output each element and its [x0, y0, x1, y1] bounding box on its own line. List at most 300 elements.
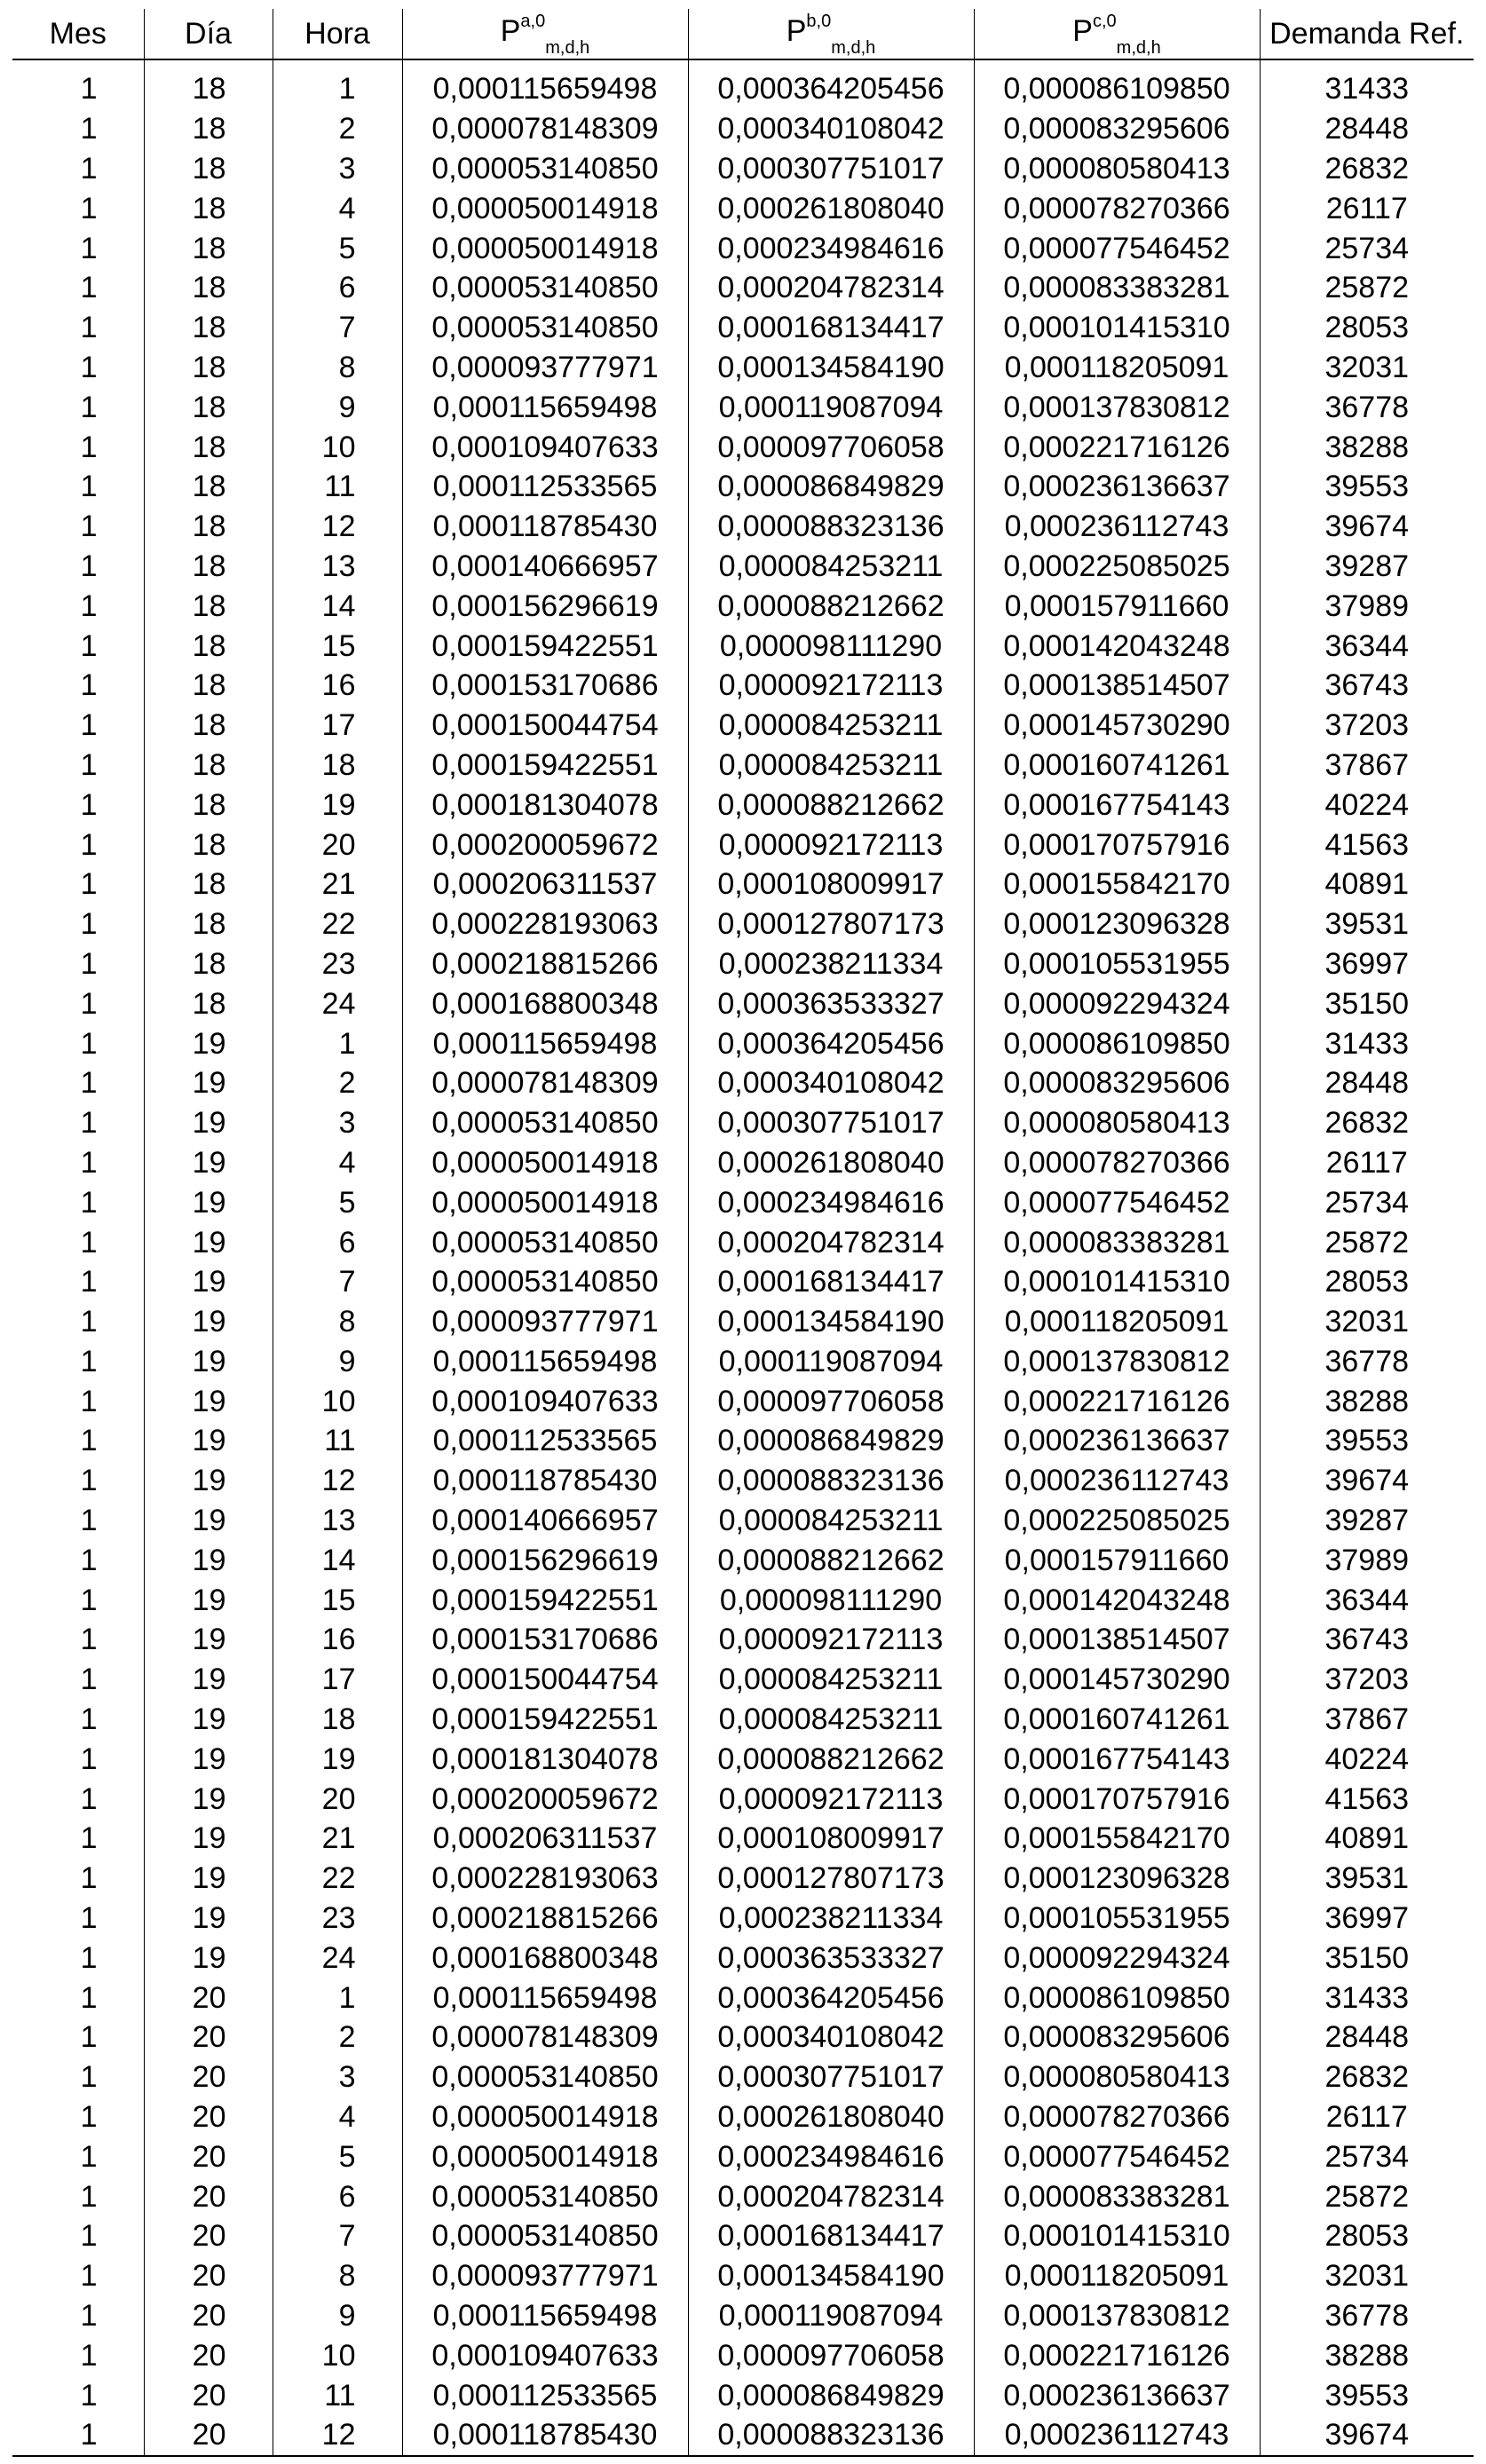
cell-dia: 19: [144, 1063, 273, 1103]
cell-hora: 24: [273, 983, 402, 1023]
cell-p-a: 0,000228193063: [402, 904, 688, 944]
table-row: [12, 865, 1474, 904]
cell-p-a: 0,000053140850: [402, 2057, 688, 2097]
cell-demanda: 31433: [1260, 59, 1474, 109]
cell-mes: 1: [12, 1501, 144, 1541]
table-row: [12, 1182, 1474, 1222]
cell-hora: 6: [273, 1222, 402, 1262]
cell-demanda: 39674: [1260, 1461, 1474, 1501]
table-row: [12, 1660, 1474, 1700]
cell-mes: 1: [12, 507, 144, 547]
cell-p-a: 0,000053140850: [402, 308, 688, 348]
cell-hora: 23: [273, 944, 402, 984]
cell-demanda: 26117: [1260, 2097, 1474, 2137]
cell-mes: 1: [12, 2375, 144, 2415]
cell-p-b: 0,000134584190: [688, 348, 974, 388]
cell-p-c: 0,000123096328: [974, 904, 1260, 944]
cell-p-b: 0,000119087094: [688, 1342, 974, 1382]
cell-p-b: 0,000097706058: [688, 427, 974, 467]
cell-p-b: 0,000168134417: [688, 1262, 974, 1302]
cell-demanda: 38288: [1260, 427, 1474, 467]
table-row: [12, 2097, 1474, 2137]
cell-demanda: 31433: [1260, 1978, 1474, 2018]
cell-p-c: 0,000118205091: [974, 1302, 1260, 1342]
cell-demanda: 39553: [1260, 2375, 1474, 2415]
cell-demanda: 25734: [1260, 228, 1474, 268]
cell-mes: 1: [12, 1063, 144, 1103]
cell-demanda: 25872: [1260, 2176, 1474, 2216]
header-p-a-sup: a,0: [520, 11, 546, 31]
cell-p-c: 0,000138514507: [974, 666, 1260, 706]
table-row: [12, 785, 1474, 825]
cell-p-b: 0,000234984616: [688, 2136, 974, 2176]
cell-demanda: 37989: [1260, 586, 1474, 626]
table-row: [12, 1540, 1474, 1580]
cell-p-c: 0,000086109850: [974, 59, 1260, 109]
table-row: [12, 507, 1474, 547]
table-row: [12, 706, 1474, 746]
cell-p-b: 0,000261808040: [688, 1143, 974, 1183]
table-row: [12, 1620, 1474, 1660]
cell-demanda: 36778: [1260, 387, 1474, 427]
table-row: [12, 1938, 1474, 1978]
cell-mes: 1: [12, 2097, 144, 2137]
cell-p-b: 0,000088212662: [688, 586, 974, 626]
cell-mes: 1: [12, 1381, 144, 1421]
cell-dia: 18: [144, 983, 273, 1023]
cell-demanda: 40891: [1260, 1819, 1474, 1859]
cell-p-c: 0,000167754143: [974, 1739, 1260, 1779]
cell-p-c: 0,000236136637: [974, 2375, 1260, 2415]
cell-demanda: 40224: [1260, 785, 1474, 825]
header-p-c-base: P: [1072, 14, 1093, 49]
cell-dia: 19: [144, 1302, 273, 1342]
table-row: [12, 2018, 1474, 2057]
cell-dia: 19: [144, 1739, 273, 1779]
cell-p-b: 0,000363533327: [688, 1938, 974, 1978]
cell-p-a: 0,000115659498: [402, 1023, 688, 1063]
table-row: [12, 1103, 1474, 1143]
cell-p-a: 0,000112533565: [402, 1421, 688, 1461]
header-p-b-sub: m,d,h: [831, 37, 876, 58]
cell-hora: 4: [273, 2097, 402, 2137]
cell-mes: 1: [12, 1342, 144, 1382]
cell-dia: 20: [144, 2018, 273, 2057]
cell-mes: 1: [12, 2335, 144, 2375]
cell-mes: 1: [12, 1302, 144, 1342]
cell-mes: 1: [12, 2415, 144, 2456]
cell-demanda: 39553: [1260, 1421, 1474, 1461]
cell-dia: 18: [144, 507, 273, 547]
cell-hora: 2: [273, 2018, 402, 2057]
cell-demanda: 28053: [1260, 2216, 1474, 2256]
cell-dia: 18: [144, 825, 273, 865]
cell-demanda: 39674: [1260, 2415, 1474, 2456]
cell-demanda: 40891: [1260, 865, 1474, 904]
cell-p-a: 0,000181304078: [402, 1739, 688, 1779]
cell-p-b: 0,000088212662: [688, 785, 974, 825]
table-row: [12, 109, 1474, 149]
cell-p-a: 0,000050014918: [402, 188, 688, 228]
cell-p-b: 0,000127807173: [688, 904, 974, 944]
cell-hora: 8: [273, 2256, 402, 2296]
cell-p-a: 0,000159422551: [402, 1700, 688, 1740]
cell-mes: 1: [12, 1461, 144, 1501]
cell-hora: 10: [273, 2335, 402, 2375]
cell-hora: 2: [273, 109, 402, 149]
cell-p-a: 0,000053140850: [402, 2216, 688, 2256]
table-row: [12, 1342, 1474, 1382]
cell-mes: 1: [12, 1978, 144, 2018]
cell-dia: 19: [144, 1103, 273, 1143]
cell-dia: 19: [144, 1342, 273, 1382]
cell-p-c: 0,000157911660: [974, 1540, 1260, 1580]
cell-mes: 1: [12, 268, 144, 308]
cell-hora: 10: [273, 427, 402, 467]
cell-p-a: 0,000109407633: [402, 1381, 688, 1421]
cell-p-c: 0,000170757916: [974, 1779, 1260, 1819]
cell-p-b: 0,000092172113: [688, 1620, 974, 1660]
cell-dia: 20: [144, 2097, 273, 2137]
cell-hora: 7: [273, 308, 402, 348]
cell-p-a: 0,000156296619: [402, 1540, 688, 1580]
cell-dia: 18: [144, 785, 273, 825]
cell-p-a: 0,000153170686: [402, 666, 688, 706]
cell-dia: 18: [144, 348, 273, 388]
table-row: [12, 149, 1474, 189]
cell-p-b: 0,000084253211: [688, 1501, 974, 1541]
cell-p-c: 0,000083295606: [974, 1063, 1260, 1103]
cell-p-b: 0,000084253211: [688, 1660, 974, 1700]
cell-p-b: 0,000340108042: [688, 1063, 974, 1103]
cell-p-a: 0,000050014918: [402, 1182, 688, 1222]
cell-mes: 1: [12, 1182, 144, 1222]
cell-p-b: 0,000234984616: [688, 1182, 974, 1222]
cell-mes: 1: [12, 1023, 144, 1063]
cell-p-c: 0,000236136637: [974, 467, 1260, 507]
cell-p-a: 0,000159422551: [402, 626, 688, 666]
cell-p-c: 0,000080580413: [974, 2057, 1260, 2097]
cell-p-c: 0,000083383281: [974, 268, 1260, 308]
cell-dia: 19: [144, 1660, 273, 1700]
cell-p-c: 0,000118205091: [974, 2256, 1260, 2296]
cell-p-c: 0,000167754143: [974, 785, 1260, 825]
cell-mes: 1: [12, 1859, 144, 1899]
table-row: [12, 1580, 1474, 1620]
cell-dia: 20: [144, 2136, 273, 2176]
cell-p-b: 0,000108009917: [688, 1819, 974, 1859]
cell-p-c: 0,000092294324: [974, 983, 1260, 1023]
table-row: [12, 944, 1474, 984]
cell-hora: 12: [273, 507, 402, 547]
cell-p-c: 0,000083295606: [974, 2018, 1260, 2057]
cell-demanda: 36743: [1260, 1620, 1474, 1660]
cell-p-c: 0,000105531955: [974, 1899, 1260, 1939]
cell-p-a: 0,000218815266: [402, 1899, 688, 1939]
header-p-b: [688, 9, 974, 59]
cell-demanda: 32031: [1260, 348, 1474, 388]
cell-p-a: 0,000115659498: [402, 59, 688, 109]
cell-mes: 1: [12, 1580, 144, 1620]
cell-p-a: 0,000153170686: [402, 1620, 688, 1660]
table-row: [12, 1143, 1474, 1183]
table-row: [12, 228, 1474, 268]
cell-p-a: 0,000078148309: [402, 109, 688, 149]
cell-p-c: 0,000101415310: [974, 308, 1260, 348]
cell-dia: 18: [144, 228, 273, 268]
header-mes: Mes: [12, 9, 144, 59]
cell-hora: 7: [273, 2216, 402, 2256]
cell-dia: 19: [144, 1381, 273, 1421]
cell-dia: 19: [144, 1859, 273, 1899]
cell-dia: 18: [144, 268, 273, 308]
cell-p-c: 0,000138514507: [974, 1620, 1260, 1660]
header-p-c-sup: c,0: [1092, 11, 1117, 31]
cell-hora: 5: [273, 228, 402, 268]
table-row: [12, 2176, 1474, 2216]
cell-p-b: 0,000088212662: [688, 1540, 974, 1580]
table-row: [12, 1899, 1474, 1939]
cell-hora: 3: [273, 149, 402, 189]
cell-mes: 1: [12, 2216, 144, 2256]
cell-mes: 1: [12, 59, 144, 109]
cell-hora: 6: [273, 2176, 402, 2216]
cell-hora: 9: [273, 1342, 402, 1382]
cell-demanda: 28448: [1260, 1063, 1474, 1103]
cell-demanda: 39674: [1260, 507, 1474, 547]
cell-p-b: 0,000134584190: [688, 2256, 974, 2296]
cell-mes: 1: [12, 1103, 144, 1143]
table-row: [12, 746, 1474, 786]
cell-p-a: 0,000159422551: [402, 1580, 688, 1620]
header-p-b-base: P: [786, 14, 807, 49]
cell-dia: 20: [144, 2057, 273, 2097]
cell-demanda: 36743: [1260, 666, 1474, 706]
cell-p-b: 0,000364205456: [688, 1023, 974, 1063]
cell-p-a: 0,000093777971: [402, 348, 688, 388]
cell-demanda: 39531: [1260, 1859, 1474, 1899]
cell-p-a: 0,000109407633: [402, 427, 688, 467]
cell-p-c: 0,000105531955: [974, 944, 1260, 984]
cell-p-b: 0,000119087094: [688, 387, 974, 427]
cell-p-b: 0,000084253211: [688, 547, 974, 587]
cell-p-a: 0,000050014918: [402, 2136, 688, 2176]
cell-p-b: 0,000340108042: [688, 2018, 974, 2057]
cell-demanda: 40224: [1260, 1739, 1474, 1779]
cell-demanda: 38288: [1260, 2335, 1474, 2375]
header-p-a: [402, 9, 688, 59]
cell-mes: 1: [12, 1779, 144, 1819]
cell-hora: 16: [273, 666, 402, 706]
cell-p-a: 0,000118785430: [402, 1461, 688, 1501]
cell-p-c: 0,000077546452: [974, 228, 1260, 268]
cell-p-c: 0,000077546452: [974, 2136, 1260, 2176]
table-row: [12, 1739, 1474, 1779]
table-row: [12, 2136, 1474, 2176]
cell-p-a: 0,000206311537: [402, 1819, 688, 1859]
cell-p-a: 0,000050014918: [402, 228, 688, 268]
cell-hora: 16: [273, 1620, 402, 1660]
cell-p-b: 0,000098111290: [688, 626, 974, 666]
cell-hora: 18: [273, 1700, 402, 1740]
cell-p-a: 0,000053140850: [402, 149, 688, 189]
cell-p-c: 0,000142043248: [974, 626, 1260, 666]
cell-demanda: 28448: [1260, 109, 1474, 149]
cell-demanda: 37867: [1260, 746, 1474, 786]
cell-demanda: 41563: [1260, 1779, 1474, 1819]
cell-demanda: 26832: [1260, 2057, 1474, 2097]
table-row: [12, 2335, 1474, 2375]
cell-p-a: 0,000150044754: [402, 1660, 688, 1700]
cell-mes: 1: [12, 547, 144, 587]
cell-hora: 5: [273, 2136, 402, 2176]
cell-mes: 1: [12, 944, 144, 984]
header-demanda: Demanda Ref.: [1260, 9, 1474, 59]
table-row: [12, 1023, 1474, 1063]
cell-p-a: 0,000159422551: [402, 746, 688, 786]
cell-demanda: 25872: [1260, 1222, 1474, 1262]
cell-p-a: 0,000200059672: [402, 825, 688, 865]
cell-mes: 1: [12, 427, 144, 467]
cell-p-b: 0,000119087094: [688, 2296, 974, 2336]
cell-demanda: 36997: [1260, 944, 1474, 984]
cell-p-c: 0,000137830812: [974, 1342, 1260, 1382]
table-row: [12, 268, 1474, 308]
cell-p-c: 0,000083383281: [974, 2176, 1260, 2216]
cell-dia: 18: [144, 149, 273, 189]
table-row: [12, 626, 1474, 666]
cell-p-c: 0,000155842170: [974, 1819, 1260, 1859]
table-row: [12, 547, 1474, 587]
cell-mes: 1: [12, 825, 144, 865]
cell-hora: 1: [273, 59, 402, 109]
cell-hora: 8: [273, 348, 402, 388]
data-table: [12, 9, 1474, 2457]
table-row: [12, 825, 1474, 865]
table-row: [12, 59, 1474, 109]
cell-p-c: 0,000077546452: [974, 1182, 1260, 1222]
cell-dia: 19: [144, 1143, 273, 1183]
cell-demanda: 38288: [1260, 1381, 1474, 1421]
cell-p-c: 0,000137830812: [974, 2296, 1260, 2336]
table-row: [12, 427, 1474, 467]
cell-demanda: 28053: [1260, 308, 1474, 348]
cell-p-a: 0,000050014918: [402, 2097, 688, 2137]
cell-dia: 20: [144, 2375, 273, 2415]
table-row: [12, 1222, 1474, 1262]
cell-mes: 1: [12, 2136, 144, 2176]
cell-demanda: 25734: [1260, 1182, 1474, 1222]
table-row: [12, 1461, 1474, 1501]
header-p-a-sub: m,d,h: [545, 37, 590, 58]
header-p-c: [974, 9, 1260, 59]
cell-p-c: 0,000078270366: [974, 1143, 1260, 1183]
cell-dia: 18: [144, 308, 273, 348]
table-row: [12, 2415, 1474, 2456]
cell-p-c: 0,000160741261: [974, 746, 1260, 786]
cell-p-a: 0,000053140850: [402, 1262, 688, 1302]
cell-demanda: 41563: [1260, 825, 1474, 865]
cell-hora: 12: [273, 2415, 402, 2456]
cell-mes: 1: [12, 706, 144, 746]
table-row: [12, 2256, 1474, 2296]
cell-dia: 18: [144, 188, 273, 228]
header-p-b-sup: b,0: [806, 11, 832, 31]
cell-hora: 11: [273, 467, 402, 507]
cell-p-c: 0,000221716126: [974, 427, 1260, 467]
cell-hora: 20: [273, 1779, 402, 1819]
cell-p-c: 0,000123096328: [974, 1859, 1260, 1899]
cell-mes: 1: [12, 1421, 144, 1461]
cell-p-c: 0,000236112743: [974, 1461, 1260, 1501]
cell-mes: 1: [12, 1739, 144, 1779]
cell-p-a: 0,000093777971: [402, 1302, 688, 1342]
cell-demanda: 39287: [1260, 547, 1474, 587]
cell-dia: 20: [144, 2176, 273, 2216]
cell-p-b: 0,000084253211: [688, 746, 974, 786]
table-row: [12, 2296, 1474, 2336]
cell-p-a: 0,000168800348: [402, 1938, 688, 1978]
cell-hora: 17: [273, 706, 402, 746]
cell-hora: 13: [273, 547, 402, 587]
cell-hora: 20: [273, 825, 402, 865]
cell-p-c: 0,000145730290: [974, 1660, 1260, 1700]
cell-p-b: 0,000098111290: [688, 1580, 974, 1620]
cell-p-b: 0,000092172113: [688, 825, 974, 865]
cell-dia: 19: [144, 1899, 273, 1939]
cell-p-c: 0,000170757916: [974, 825, 1260, 865]
cell-dia: 18: [144, 586, 273, 626]
cell-dia: 20: [144, 2296, 273, 2336]
cell-p-c: 0,000221716126: [974, 2335, 1260, 2375]
cell-mes: 1: [12, 1262, 144, 1302]
cell-hora: 12: [273, 1461, 402, 1501]
cell-dia: 19: [144, 1938, 273, 1978]
cell-dia: 18: [144, 944, 273, 984]
header-p-a-base: P: [500, 14, 521, 49]
cell-mes: 1: [12, 746, 144, 786]
cell-p-a: 0,000118785430: [402, 507, 688, 547]
cell-p-a: 0,000078148309: [402, 1063, 688, 1103]
cell-p-b: 0,000097706058: [688, 2335, 974, 2375]
cell-p-b: 0,000234984616: [688, 228, 974, 268]
cell-p-a: 0,000118785430: [402, 2415, 688, 2456]
cell-demanda: 35150: [1260, 983, 1474, 1023]
cell-mes: 1: [12, 2256, 144, 2296]
table-row: [12, 387, 1474, 427]
cell-hora: 22: [273, 904, 402, 944]
cell-mes: 1: [12, 348, 144, 388]
cell-demanda: 36778: [1260, 2296, 1474, 2336]
cell-mes: 1: [12, 308, 144, 348]
cell-dia: 20: [144, 2415, 273, 2456]
cell-mes: 1: [12, 149, 144, 189]
cell-p-b: 0,000261808040: [688, 2097, 974, 2137]
cell-hora: 17: [273, 1660, 402, 1700]
cell-p-c: 0,000078270366: [974, 2097, 1260, 2137]
cell-p-c: 0,000086109850: [974, 1978, 1260, 2018]
cell-demanda: 37867: [1260, 1700, 1474, 1740]
cell-dia: 19: [144, 1182, 273, 1222]
cell-p-b: 0,000238211334: [688, 1899, 974, 1939]
cell-hora: 19: [273, 1739, 402, 1779]
cell-demanda: 26117: [1260, 188, 1474, 228]
cell-dia: 18: [144, 904, 273, 944]
cell-hora: 11: [273, 2375, 402, 2415]
cell-p-a: 0,000053140850: [402, 1222, 688, 1262]
cell-hora: 21: [273, 1819, 402, 1859]
table-header: [12, 9, 1474, 59]
